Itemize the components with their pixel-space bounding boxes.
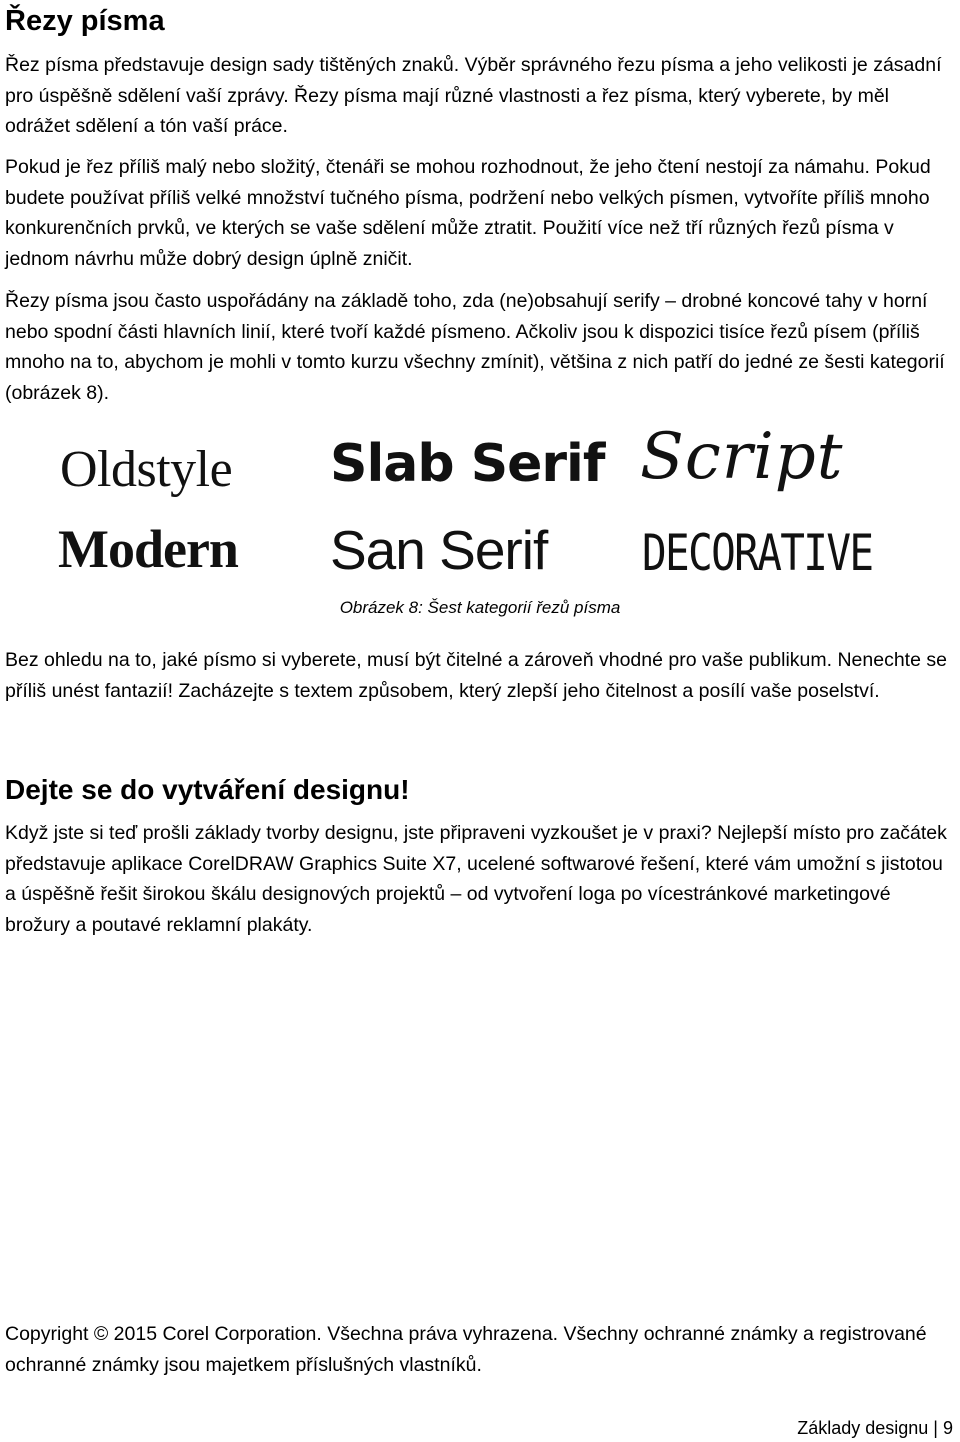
figure-caption: Obrázek 8: Šest kategorií řezů písma bbox=[339, 598, 621, 617]
paragraph-typeface-intro: Řez písma představuje design sady tištěných znaků. Výběr správného řezu písma a jeho velikosti je zásadní pro úspěšně sdělení vaší zprávy. Řezy písma mají různé vlastnosti a řez písma, který vyberete, by měl odrážet sdělení a tón vaší práce. bbox=[5, 54, 942, 137]
font-sample-san-serif: San Serif bbox=[330, 519, 548, 581]
paragraph-readability-advice: Bez ohledu na to, jaké písmo si vyberete, musí být čitelné a zároveň vhodné pro vaše publikum. Nenechte se příliš unést fantazií! Zacházejte s textem způsobem, který zlepší jeho čitelnost a posílí vaše poselství. bbox=[5, 649, 947, 702]
font-sample-decorative: DECORATIVE bbox=[642, 524, 873, 582]
section-heading-design: Dejte se do vytváření designu! bbox=[5, 774, 410, 805]
paragraph-typeface-readability: Pokud je řez příliš malý nebo složitý, čtenáři se mohou rozhodnout, že jeho čtení nestojí za námahu. Pokud budete používat příliš velké množství tučného písma, podržení nebo velkých písmen, vytvoříte příliš mnoho konkurenčních prvků, ve kterých se vaše sdělení může ztratit. Použití více než tří různých řezů písma v jednom návrhu může dobrý design úplně zničit. bbox=[5, 156, 931, 270]
font-sample-modern: Modern bbox=[58, 519, 238, 579]
copyright-notice: Copyright © 2015 Corel Corporation. Všechna práva vyhrazena. Všechny ochranné známky a registrované ochranné známky jsou majetkem příslušných vlastníků. bbox=[5, 1323, 927, 1376]
typeface-categories-figure bbox=[50, 420, 890, 590]
paragraph-coreldraw: Když jste si teď prošli základy tvorby designu, jste připraveni vyzkoušet je v praxi? Nejlepší místo pro začátek představuje aplikace CorelDRAW Graphics Suite X7, ucelené softwarové řešení, které vám umožní s jistotou a úspěšně řešit širokou škálu designových projektů – od vytvoření loga po vícestránkové marketingové brožury a poutavé reklamní plakáty. bbox=[5, 822, 947, 936]
font-sample-oldstyle: Oldstyle bbox=[60, 441, 233, 498]
font-sample-script: Script bbox=[640, 420, 844, 494]
section-heading: Řezy písma bbox=[5, 5, 165, 37]
page-footer: Základy designu | 9 bbox=[797, 1418, 953, 1438]
paragraph-typeface-categories: Řezy písma jsou často uspořádány na základě toho, zda (ne)obsahují serify – drobné koncové tahy v horní nebo spodní části hlavních linií, které tvoří každé písmeno. Ačkoliv jsou k dispozici tisíce řezů písem (příliš mnoho na to, abychom je mohli v tomto kurzu všechny zmínit), většina z nich patří do jedné ze šesti kategorií (obrázek 8). bbox=[5, 290, 945, 404]
font-sample-slab-serif: Slab Serif bbox=[330, 434, 605, 494]
